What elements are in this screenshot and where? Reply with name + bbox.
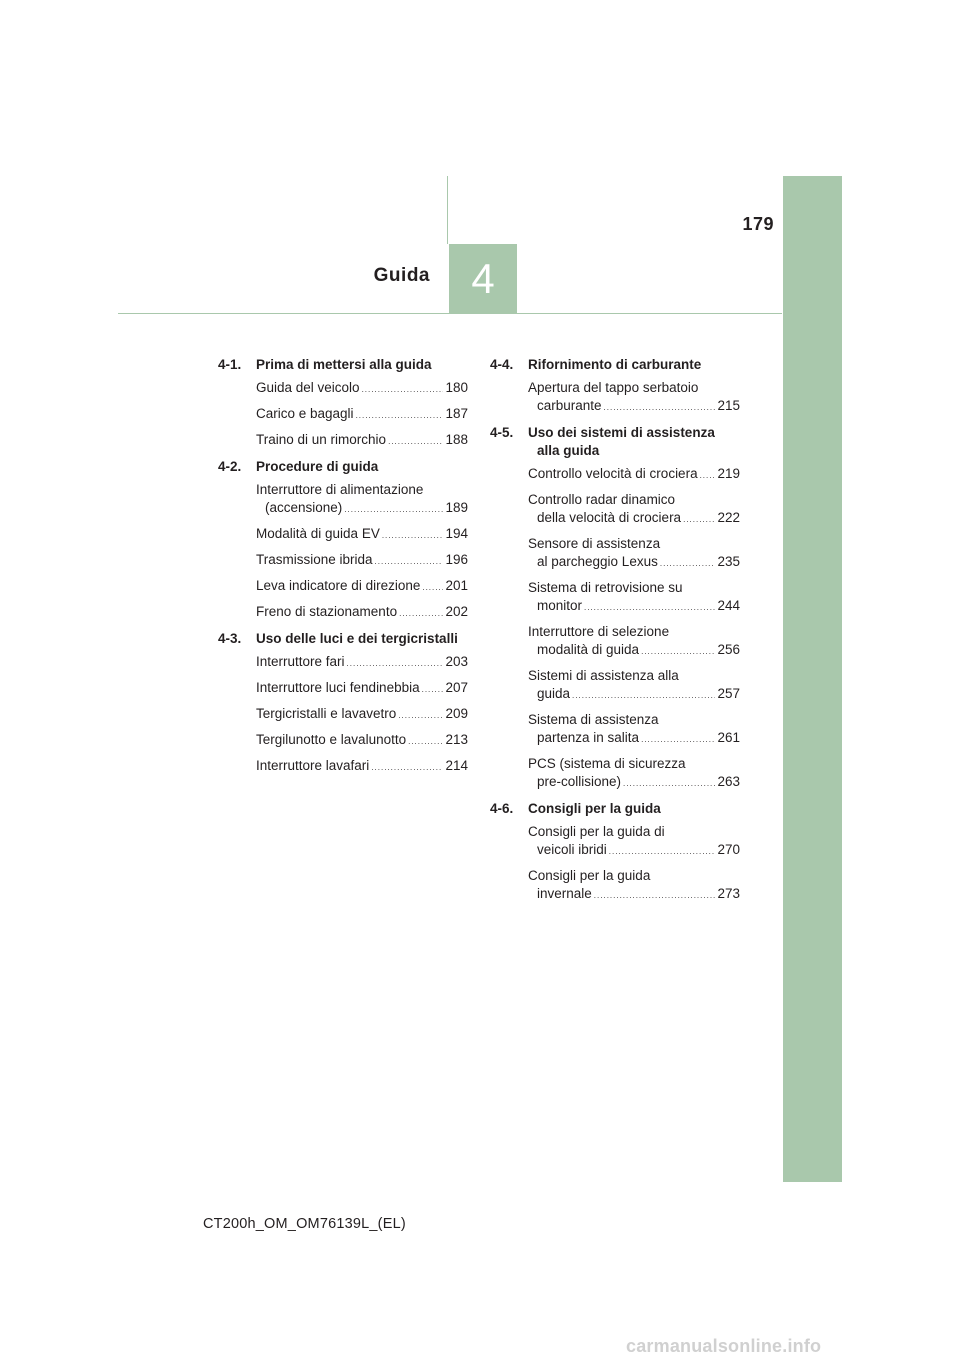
toc-entry[interactable]	[528, 535, 740, 573]
entry-leader-line	[256, 705, 468, 725]
toc-entry[interactable]	[528, 867, 740, 905]
entry-title: carburante	[537, 398, 602, 413]
entry-title: invernale	[537, 886, 592, 901]
dot-leader	[375, 553, 444, 571]
entry-title-line: Sistemi di assistenza alla	[528, 668, 679, 683]
toc-entry[interactable]	[256, 577, 468, 597]
toc-entry[interactable]	[256, 525, 468, 545]
entry-title: Controllo velocità di crociera	[528, 466, 698, 481]
section-title-text: Uso dei sistemi di assistenza	[528, 425, 715, 440]
entry-page-number: 196	[445, 552, 468, 567]
entry-title-line: Sistema di assistenza	[528, 712, 659, 727]
dot-leader	[683, 511, 715, 529]
entry-title: (accensione)	[265, 500, 343, 515]
chapter-title: Guida	[373, 265, 430, 286]
toc-entry[interactable]	[256, 431, 468, 451]
entry-leader-line	[256, 405, 468, 425]
entry-leader-line	[256, 653, 468, 673]
toc-entry[interactable]	[256, 405, 468, 425]
dot-leader	[641, 643, 715, 661]
entry-page-number: 256	[717, 642, 740, 657]
entry-page-number: 215	[717, 398, 740, 413]
dot-leader	[609, 843, 716, 861]
entry-title: Interruttore luci fendinebbia	[256, 680, 420, 695]
entry-leader-line	[528, 773, 740, 793]
toc-section	[490, 424, 740, 793]
toc-entry[interactable]	[528, 755, 740, 793]
section-title-text: Uso delle luci e dei tergicristalli	[256, 631, 458, 646]
section-heading	[490, 800, 740, 818]
toc-entry[interactable]	[256, 551, 468, 571]
dot-leader	[641, 731, 715, 749]
entry-page-number: 273	[717, 886, 740, 901]
entry-leader-line	[528, 597, 740, 617]
entry-page-number: 219	[717, 466, 740, 481]
toc-entry[interactable]	[528, 823, 740, 861]
section-title-text: Procedure di guida	[256, 459, 379, 474]
entry-leader-line	[256, 431, 468, 451]
section-title-text: Consigli per la guida	[528, 801, 661, 816]
section-title	[528, 800, 740, 818]
dot-leader	[399, 605, 443, 623]
entry-title-line: Consigli per la guida	[528, 868, 651, 883]
dot-leader	[382, 527, 444, 545]
toc-entry[interactable]	[256, 379, 468, 399]
entry-page-number: 203	[445, 654, 468, 669]
entry-leader-line	[528, 729, 740, 749]
entry-page-number: 194	[445, 526, 468, 541]
entry-page-number: 201	[445, 578, 468, 593]
entry-leader-line	[256, 499, 468, 519]
section-number: 4-3.	[218, 631, 242, 646]
section-heading	[490, 424, 740, 460]
toc-entry[interactable]	[528, 491, 740, 529]
entry-page-number: 222	[717, 510, 740, 525]
section-title	[528, 356, 740, 374]
dot-leader	[344, 501, 443, 519]
entry-leader-line	[528, 685, 740, 705]
dot-leader	[572, 687, 715, 705]
manual-code-footer: CT200h_OM_OM76139L_(EL)	[203, 1216, 406, 1232]
dot-leader	[700, 467, 716, 485]
entry-title-line: Interruttore di selezione	[528, 624, 670, 639]
entry-page-number: 235	[717, 554, 740, 569]
toc-entry[interactable]	[256, 481, 468, 519]
entry-title: modalità di guida	[537, 642, 640, 657]
section-number: 4-5.	[490, 425, 514, 440]
entry-page-number: 188	[445, 432, 468, 447]
section-number: 4-4.	[490, 357, 514, 372]
toc-entry[interactable]	[256, 679, 468, 699]
entry-leader-line	[528, 841, 740, 861]
entry-title: Interruttore lavafari	[256, 758, 370, 773]
entry-title: partenza in salita	[537, 730, 640, 745]
entry-leader-line	[528, 397, 740, 417]
toc-entry[interactable]	[256, 757, 468, 777]
entry-title: Guida del veicolo	[256, 380, 360, 395]
entry-leader-line	[528, 509, 740, 529]
chapter-number-badge	[449, 244, 517, 313]
dot-leader	[356, 407, 444, 425]
toc-entry[interactable]	[528, 711, 740, 749]
entry-leader-line	[256, 525, 468, 545]
entry-leader-line	[256, 757, 468, 777]
entry-title: Modalità di guida EV	[256, 526, 380, 541]
dot-leader	[408, 733, 443, 751]
entry-leader-line	[256, 679, 468, 699]
entry-title-line: Interruttore di alimentazione	[256, 482, 424, 497]
dot-leader	[347, 655, 444, 673]
toc-section	[218, 458, 468, 623]
entry-title: Tergilunotto e lavalunotto	[256, 732, 407, 747]
header-horizontal-rule	[118, 313, 782, 314]
section-title	[256, 458, 468, 476]
entry-title: monitor	[537, 598, 583, 613]
toc-section	[218, 630, 468, 777]
entry-title-line: Controllo radar dinamico	[528, 492, 676, 507]
dot-leader	[371, 759, 443, 777]
entry-leader-line	[528, 465, 740, 485]
entry-page-number: 257	[717, 686, 740, 701]
section-title	[256, 630, 468, 648]
entry-title-line: Apertura del tappo serbatoio	[528, 380, 699, 395]
entry-title: guida	[537, 686, 571, 701]
entry-title-line: Sistema di retrovisione su	[528, 580, 683, 595]
entry-page-number: 209	[445, 706, 468, 721]
entry-title: Carico e bagagli	[256, 406, 354, 421]
toc-section	[218, 356, 468, 451]
entry-page-number: 214	[445, 758, 468, 773]
page-number: 179	[742, 214, 774, 234]
entry-title-line: PCS (sistema di sicurezza	[528, 756, 686, 771]
entry-title: Leva indicatore di direzione	[256, 578, 421, 593]
dot-leader	[623, 775, 715, 793]
toc-left-column	[218, 356, 468, 784]
entry-title: Freno di stazionamento	[256, 604, 398, 619]
entry-page-number: 213	[445, 732, 468, 747]
entry-leader-line	[256, 731, 468, 751]
toc-right-column	[490, 356, 740, 912]
toc-entry[interactable]	[256, 653, 468, 673]
entry-leader-line	[256, 603, 468, 623]
toc-entry[interactable]	[256, 731, 468, 751]
dot-leader	[362, 381, 444, 399]
entry-page-number: 180	[445, 380, 468, 395]
entry-title: pre-collisione)	[537, 774, 622, 789]
section-title-text: Prima di mettersi alla guida	[256, 357, 432, 372]
entry-title-line: Consigli per la guida di	[528, 824, 665, 839]
section-title-text: Rifornimento di carburante	[528, 357, 702, 372]
toc-entry[interactable]	[256, 603, 468, 623]
section-heading	[218, 630, 468, 648]
section-heading	[218, 458, 468, 476]
entry-title: al parcheggio Lexus	[537, 554, 658, 569]
toc-section	[490, 800, 740, 905]
section-number: 4-2.	[218, 459, 242, 474]
section-number: 4-1.	[218, 357, 242, 372]
dot-leader	[422, 579, 443, 597]
entry-leader-line	[256, 577, 468, 597]
chapter-side-tab	[783, 176, 842, 1182]
chapter-number: 4	[471, 254, 495, 302]
entry-page-number: 270	[717, 842, 740, 857]
entry-title-line: Sensore di assistenza	[528, 536, 661, 551]
entry-title: veicoli ibridi	[537, 842, 607, 857]
entry-leader-line	[528, 641, 740, 661]
dot-leader	[422, 681, 444, 699]
toc-entry[interactable]	[528, 379, 740, 417]
toc-entry[interactable]	[256, 705, 468, 725]
header-vertical-rule	[447, 176, 448, 244]
section-title	[256, 356, 468, 374]
dot-leader	[660, 555, 716, 573]
entry-page-number: 263	[717, 774, 740, 789]
section-title	[528, 424, 740, 460]
dot-leader	[584, 599, 715, 617]
dot-leader	[398, 707, 443, 725]
entry-title: Interruttore fari	[256, 654, 345, 669]
toc-entry[interactable]	[528, 579, 740, 617]
entry-leader-line	[256, 379, 468, 399]
entry-page-number: 244	[717, 598, 740, 613]
section-heading	[218, 356, 468, 374]
entry-title: Tergicristalli e lavavetro	[256, 706, 397, 721]
dot-leader	[604, 399, 716, 417]
entry-title: Traino di un rimorchio	[256, 432, 387, 447]
entry-page-number: 187	[445, 406, 468, 421]
toc-entry[interactable]	[528, 623, 740, 661]
section-heading	[490, 356, 740, 374]
entry-leader-line	[256, 551, 468, 571]
entry-title: della velocità di crociera	[537, 510, 682, 525]
entry-page-number: 189	[445, 500, 468, 515]
toc-entry[interactable]	[528, 465, 740, 485]
entry-page-number: 261	[717, 730, 740, 745]
site-watermark: carmanualsonline.info	[626, 1336, 822, 1356]
dot-leader	[388, 433, 443, 451]
section-title-continuation: alla guida	[537, 443, 600, 458]
toc-entry[interactable]	[528, 667, 740, 705]
entry-page-number: 202	[445, 604, 468, 619]
entry-leader-line	[528, 553, 740, 573]
entry-page-number: 207	[445, 680, 468, 695]
entry-title: Trasmissione ibrida	[256, 552, 373, 567]
entry-leader-line	[528, 885, 740, 905]
section-number: 4-6.	[490, 801, 514, 816]
toc-section	[490, 356, 740, 417]
dot-leader	[594, 887, 716, 905]
